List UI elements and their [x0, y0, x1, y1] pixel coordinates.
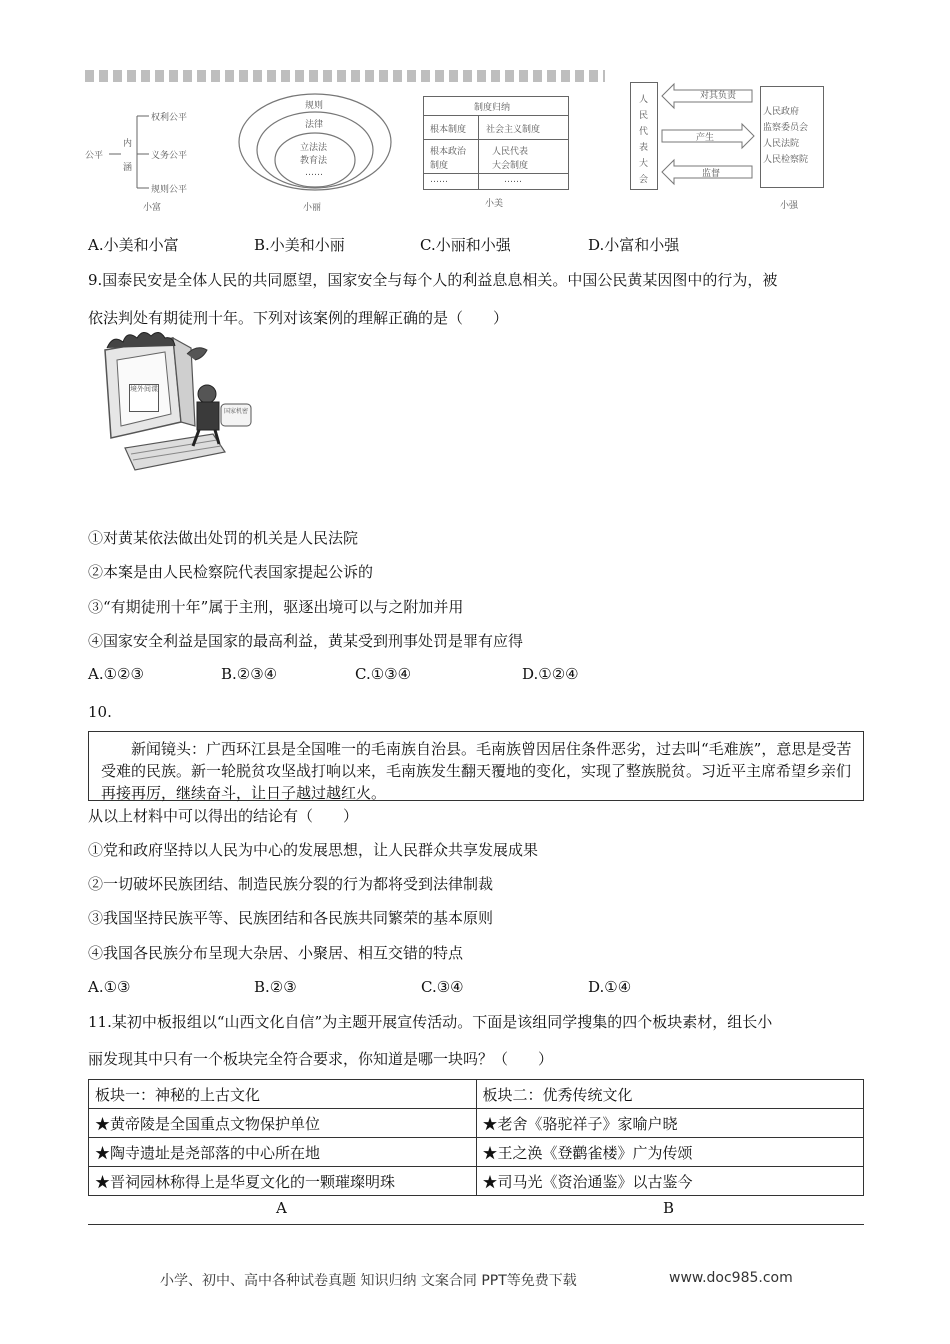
- xiaomei-cell: 社会主义制度: [486, 125, 541, 135]
- xiaomei-header-divider: [424, 115, 568, 116]
- q9-statement: ④国家安全利益是国家的最高利益，黄某受到刑事处罚是罪有应得: [88, 632, 524, 650]
- q10-option: B.②③: [254, 978, 297, 996]
- panel-a-item: ★陶寺遗址是尧部落的中心所在地: [89, 1138, 477, 1167]
- q9-stem: 依法判处有期徒刑十年。下列对该案例的理解正确的是（ ）: [88, 309, 509, 327]
- q9-option: D.①②④: [522, 665, 579, 683]
- xiaoqiang-right-item: 人民法院: [763, 139, 800, 149]
- q8-option: B.小美和小丽: [254, 236, 345, 254]
- q10-number: 10.: [88, 703, 112, 721]
- xiaoli-ring-label: 规则: [305, 101, 324, 111]
- q10-news-box: [88, 731, 864, 801]
- xiaomei-row-divider: [424, 139, 568, 140]
- q10-news-text: 新闻镜头：广西环江县是全国唯一的毛南族自治县。毛南族曾因居住条件恶劣，过去叫“毛难族”，意思是受苦受难的民族。新一轮脱贫攻坚战打响以来，毛南族发生翻天覆地的变化，实现了整族脱贫。习近平主席希望乡亲们再接再厉，继续奋斗，让日子越过越红火。: [101, 740, 852, 802]
- panel-b-item: ★王之涣《登鹳雀楼》广为传颂: [476, 1138, 864, 1167]
- cropped-header-band: [85, 70, 605, 82]
- footer-text: 小学、初中、高中各种试卷真题 知识归纳 文案合同 PPT等免费下载: [160, 1273, 577, 1289]
- xiaoli-ring-label: 立法法: [300, 143, 328, 153]
- xiaofu-caption: 小富: [143, 203, 162, 213]
- q9-statement: ①对黄某依法做出处罚的机关是人民法院: [88, 529, 359, 547]
- q9-option: B.②③④: [221, 665, 278, 683]
- xiaomei-cell: 大会制度: [492, 161, 529, 171]
- q10-option: A.①③: [88, 978, 131, 996]
- xiaoqiang-diagram: [630, 78, 830, 212]
- q9-stem: 9.国泰民安是全体人民的共同愿望，国家安全与每个人的利益息息相关。中国公民黄某因图中的行为，被: [88, 271, 778, 289]
- panel-b-label: B: [663, 1199, 675, 1217]
- xiaoqiang-right-item: 监察委员会: [763, 123, 809, 133]
- q10-statement: ④我国各民族分布呈现大杂居、小聚居、相互交错的特点: [88, 944, 464, 962]
- panel-a-title: 板块一：神秘的上古文化: [89, 1080, 477, 1109]
- q8-option: A.小美和小富: [88, 236, 179, 254]
- xiaoli-ring-label: ……: [305, 168, 323, 178]
- xiaomei-header: 制度归纳: [474, 103, 511, 113]
- panel-b-title: 板块二：优秀传统文化: [476, 1080, 864, 1109]
- xiaomei-cell: 人民代表: [492, 147, 529, 157]
- q11-panels-table: [88, 1079, 864, 1196]
- xiaoqiang-arrow-label: 监督: [702, 169, 721, 179]
- xiaomei-cell: 根本政治: [430, 147, 467, 157]
- q10-statement: ②一切破坏民族团结、制造民族分裂的行为都将受到法律制裁: [88, 875, 494, 893]
- q9-statement: ③“有期徒刑十年”属于主刑，驱逐出境可以与之附加并用: [88, 598, 464, 616]
- xiaofu-item: 义务公平: [151, 151, 188, 161]
- xiaoqiang-arrow-label: 产生: [696, 133, 715, 143]
- xiaofu-diagram: [85, 102, 225, 212]
- q9-option: A.①②③: [88, 665, 144, 683]
- xiaoli-ring-label: 法律: [305, 120, 324, 130]
- xiaomei-cell: 制度: [430, 161, 449, 171]
- xiaomei-table: [423, 96, 569, 190]
- xiaoli-caption: 小丽: [303, 203, 322, 213]
- xiaomei-caption: 小美: [485, 199, 504, 209]
- xiaoqiang-right-item: 人民检察院: [763, 155, 809, 165]
- computer-spy-cartoon: [95, 330, 255, 480]
- xiaomei-column-divider: [478, 115, 479, 189]
- q10-statement: ③我国坚持民族平等、民族团结和各民族共同繁荣的基本原则: [88, 909, 494, 927]
- q9-cartoon: [95, 330, 255, 480]
- q10-option: C.③④: [421, 978, 464, 996]
- footer-url[interactable]: www.doc985.com: [669, 1270, 793, 1286]
- q9-option: C.①③④: [355, 665, 412, 683]
- cartoon-bag-label: 国家机密: [223, 408, 248, 415]
- q10-stem: 从以上材料中可以得出的结论有（ ）: [88, 807, 359, 825]
- xiaoqiang-caption: 小强: [780, 201, 799, 211]
- top-diagram-strip: [85, 62, 865, 212]
- xiaoqiang-left-label: 人民代表大会: [639, 95, 649, 185]
- xiaomei-cell: 根本制度: [430, 125, 467, 135]
- q8-option: D.小富和小强: [588, 236, 680, 254]
- cartoon-sign: 境外间谍: [129, 384, 159, 412]
- xiaofu-item: 规则公平: [151, 185, 188, 195]
- xiaomei-cell: ……: [430, 175, 448, 185]
- panel-a-item: ★晋祠园林称得上是华夏文化的一颗璀璨明珠: [89, 1167, 477, 1196]
- panel-a-item: ★黄帝陵是全国重点文物保护单位: [89, 1109, 477, 1138]
- q10-option: D.①④: [588, 978, 632, 996]
- q10-statement: ①党和政府坚持以人民为中心的发展思想，让人民群众共享发展成果: [88, 841, 539, 859]
- panel-a-label: A: [276, 1199, 287, 1217]
- xiaoli-ring-label: 教育法: [300, 156, 328, 166]
- xiaoqiang-right-item: 人民政府: [763, 107, 800, 117]
- q11-stem: 丽发现其中只有一个板块完全符合要求，你知道是哪一块吗？（ ）: [88, 1050, 554, 1068]
- panel-b-item: ★老舍《骆驼祥子》家喻户晓: [476, 1109, 864, 1138]
- xiaomei-diagram: [423, 96, 573, 212]
- panel-b-item: ★司马光《资治通鉴》以古鉴今: [476, 1167, 864, 1196]
- xiaofu-branch-label-1: 内: [123, 139, 133, 149]
- xiaomei-cell: ……: [504, 175, 522, 185]
- footer-rule: [88, 1224, 864, 1225]
- q11-stem: 11.某初中板报组以“山西文化自信”为主题开展宣传活动。下面是该组同学搜集的四个板块素材，组长小: [88, 1013, 773, 1031]
- xiaofu-root: 公平: [85, 151, 104, 161]
- xiaoli-diagram: [233, 90, 403, 212]
- xiaoqiang-arrow-label: 对其负责: [700, 91, 737, 101]
- xiaofu-item: 权利公平: [151, 113, 188, 123]
- q9-statement: ②本案是由人民检察院代表国家提起公诉的: [88, 563, 374, 581]
- q8-option: C.小丽和小强: [420, 236, 511, 254]
- xiaomei-row-divider: [424, 173, 568, 174]
- xiaofu-branch-label-2: 涵: [123, 163, 133, 173]
